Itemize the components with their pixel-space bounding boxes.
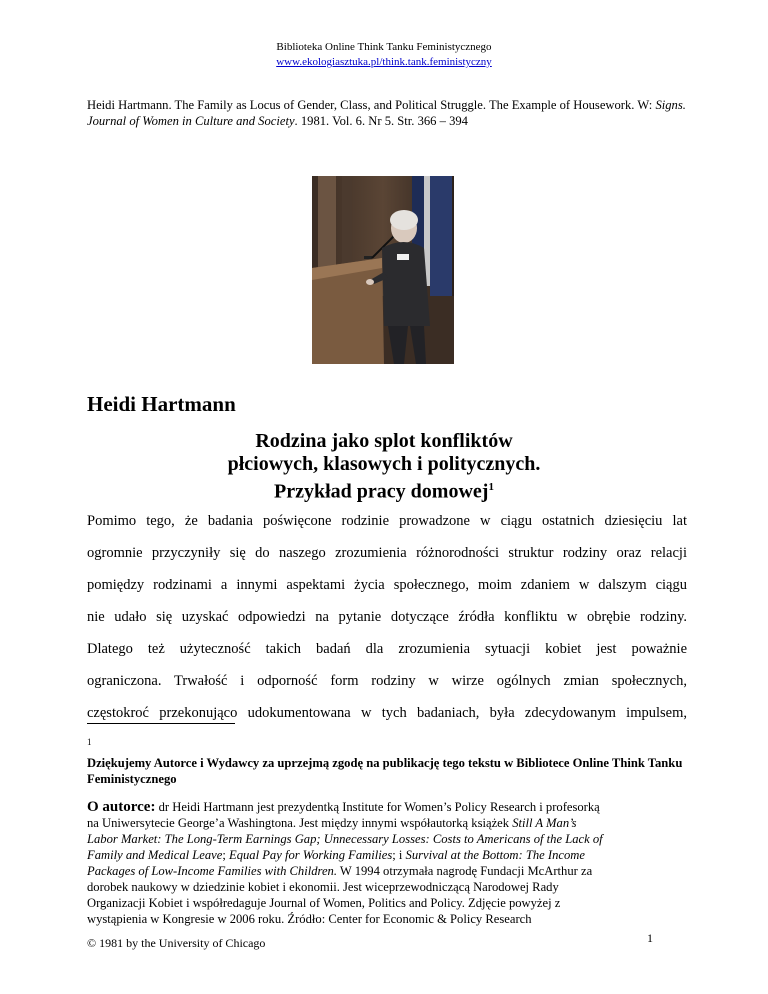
footnote-number: 1 xyxy=(87,737,92,747)
footnote-rule xyxy=(87,723,235,724)
speaker-photo-icon xyxy=(312,176,454,364)
citation xyxy=(87,97,687,129)
about-line-8: wystąpienia w Kongresie w 2006 roku. Źródło: Center for Economic & Policy Research xyxy=(87,912,532,926)
citation-part2: . 1981. Vol. 6. Nr 5. Str. 366 – 394 xyxy=(294,114,468,128)
about-line-5: W 1994 otrzymała nagrodę Fundacji McArthur za xyxy=(336,864,593,878)
body-line: pomiędzy rodzinami a innymi aspektami życia społecznego, moim zdaniem w dalszym ciągu xyxy=(87,577,687,593)
about-book-2b: Family and Medical Leave xyxy=(87,848,223,862)
about-book-3: Equal Pay for Working Families xyxy=(229,848,393,862)
author-photo xyxy=(312,176,454,364)
about-line-6: dorobek naukowy w dziedzinie kobiet i ekonomii. Jest wiceprzewodniczącą Narodowej Rady xyxy=(87,880,559,894)
header-link[interactable]: www.ekologiasztuka.pl/think.tank.feministyczny xyxy=(276,56,492,68)
title-line-3 xyxy=(0,476,768,504)
footnote-text: Dziękujemy Autorce i Wydawcy za uprzejmą zgodę na publikację tego tekstu w Bibliotece Online Think Tanku Feministycznego xyxy=(87,756,683,786)
about-line-1: dr Heidi Hartmann jest prezydentką Institute for Women’s Policy Research i profesorką xyxy=(155,800,600,814)
body-line: Pomimo tego, że badania poświęcone rodzinie prowadzone w ciągu ostatnich dziesięciu lat xyxy=(87,513,687,529)
about-sep-2: ; i xyxy=(392,848,406,862)
about-line-2a: na Uniwersytecie George’a Washingtona. Jest między innymi współautorką książek xyxy=(87,816,513,830)
title-line-3-text: Przykład pracy domowej xyxy=(274,480,489,503)
about-line-7: Organizacji Kobiet i współredaguje Journal of Women, Politics and Policy. Zdjęcie powyżej z xyxy=(87,896,561,910)
body-line: częstokroć przekonująco udokumentowana w tych badaniach, była zdecydowanym impulsem, xyxy=(87,705,687,721)
about-book-4b: Packages of Low-Income Families with Children. xyxy=(87,864,337,878)
about-book-1a: Still A Man’s xyxy=(512,816,577,830)
page-number: 1 xyxy=(647,931,653,945)
title-line-1: Rodzina jako splot konfliktów xyxy=(255,430,513,452)
body-line: ogromnie przyczyniły się do naszego zrozumienia różnorodności struktur rodziny oraz relacji xyxy=(87,545,687,561)
about-line-3: Labor Market: The Long-Term Earnings Gap; Unnecessary Losses: Costs to Americans of the Lack of xyxy=(87,832,603,846)
body-line: Dlatego też użyteczność takich badań dla zrozumienia sytuacji kobiet jest poważnie xyxy=(87,641,687,657)
body-line: nie udało się uzyskać odpowiedzi na pytanie dotyczące źródła konfliktu w obrębie rodziny. xyxy=(87,609,687,625)
title-footnote-mark[interactable]: 1 xyxy=(488,481,494,493)
body-line: ograniczona. Trwałość i odporność form rodziny w wirze ogólnych zmian społecznych, xyxy=(87,673,687,689)
title-line-2: płciowych, klasowych i politycznych. xyxy=(227,453,541,475)
footer-copyright: © 1981 by the University of Chicago xyxy=(87,936,266,950)
about-author xyxy=(87,799,687,927)
author-name: Heidi Hartmann xyxy=(87,392,236,416)
citation-journal: Signs. Journal of Women in Culture and Society xyxy=(87,98,686,128)
about-label: O autorce: xyxy=(87,799,156,815)
header-library-name: Biblioteka Online Think Tanku Feministycznego xyxy=(276,41,492,53)
citation-part1: Heidi Hartmann. The Family as Locus of Gender, Class, and Political Struggle. The Example of Housework. W: xyxy=(87,98,656,112)
about-book-4a: Survival at the Bottom: The Income xyxy=(405,848,585,862)
about-sep-1: ; xyxy=(222,848,229,862)
